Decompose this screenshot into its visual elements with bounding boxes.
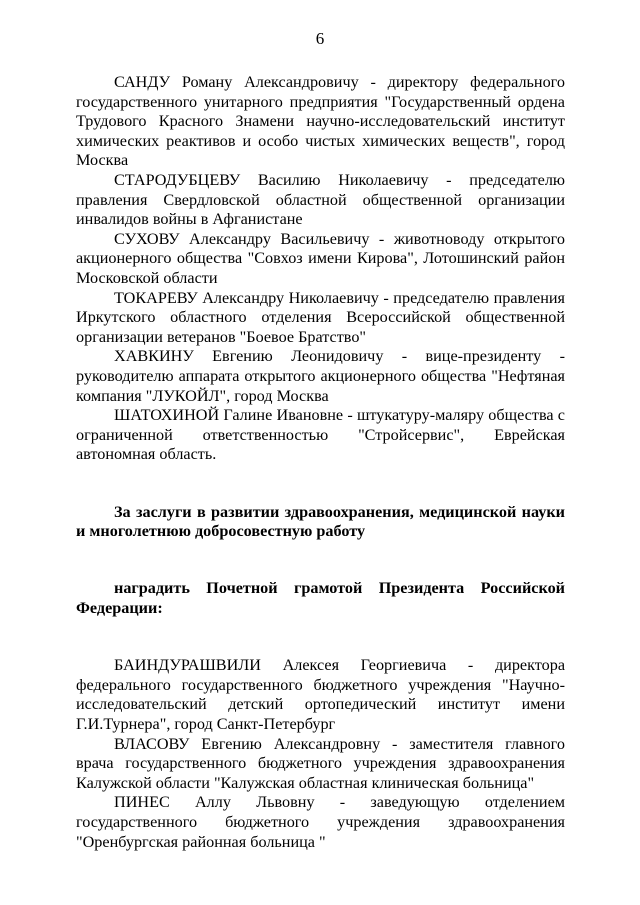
awardee-entry: СТАРОДУБЦЕВУ Василию Николаевичу - председателю правления Свердловской областной общественной организации инвалидов войны в Афганистане (76, 170, 565, 229)
awardee-entry: СУХОВУ Александру Васильевичу - животноводу открытого акционерного общества "Совхоз имени Кирова", Лотошинский район Московской области (76, 229, 565, 287)
awardee-entry: САНДУ Роману Александровичу - директору федерального государственного унитарного предприятия "Государственный ордена Трудового Красного Знамени научно-исследовательский институт химических реактивов и особо чистых химических веществ", город Москва (76, 73, 565, 170)
document-body (76, 73, 565, 852)
awardee-entry: ПИНЕС Аллу Львовну - заведующую отделением государственного бюджетного учреждения здравоохранения "Оренбургская районная больница " (76, 793, 565, 851)
merit-heading: За заслуги в развитии здравоохранения, медицинской науки и многолетнюю добросовестную работу (76, 502, 565, 541)
awardee-entry: БАИНДУРАШВИЛИ Алексея Георгиевича - директора федерального государственного бюджетного учреждения "Научно-исследовательский детский ортопедический институт имени Г.И.Турнера", город Санкт-Петербург (76, 656, 565, 734)
awardee-entry: ХАВКИНУ Евгению Леонидовичу - вице-президенту - руководителю аппарата открытого акционерного общества "Нефтяная компания "ЛУКОЙЛ", город Москва (76, 347, 565, 405)
page-number: 6 (315, 29, 325, 48)
awardee-entry: ВЛАСОВУ Евгению Александровну - заместителя главного врача государственного бюджетного учреждения здравоохранения Калужской области "Калужская областная клиническая больница" (76, 734, 565, 792)
award-heading: наградить Почетной грамотой Президента Российской Федерации: (76, 579, 565, 617)
awardee-entry: ТОКАРЕВУ Александру Николаевичу - председателю правления Иркутского областного отделения Всероссийской общественной организации ветеранов "Боевое Братство" (76, 288, 565, 346)
spacer (76, 542, 565, 579)
spacer (76, 465, 565, 503)
awardee-entry: ШАТОХИНОЙ Галине Ивановне - штукатуру-маляру общества с ограниченной ответственностью "Стройсервис", Еврейская автономная область. (76, 406, 565, 464)
spacer (76, 618, 565, 656)
